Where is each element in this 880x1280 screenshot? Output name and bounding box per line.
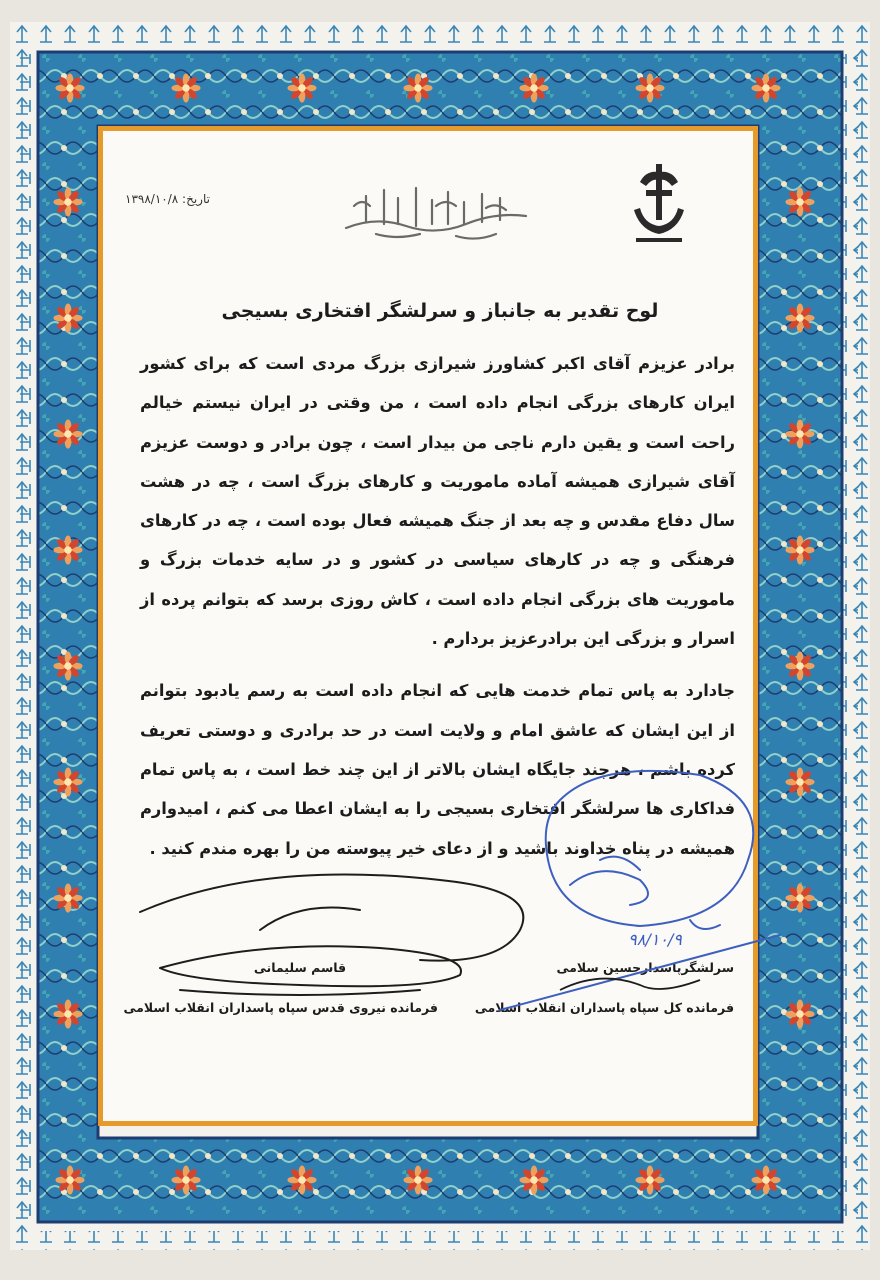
rosette-icon	[55, 1165, 84, 1194]
rosette-icon	[785, 419, 814, 448]
rosette-icon	[53, 187, 82, 216]
rosette-icon	[519, 1165, 548, 1194]
date-label: تاریخ:	[182, 192, 210, 206]
rosette-icon	[785, 651, 814, 680]
rosette-icon	[785, 883, 814, 912]
emblem-icon	[626, 160, 692, 246]
signer-left-title: فرمانده نیروی قدس سپاه پاسداران انقلاب اسلامی	[123, 1000, 438, 1015]
rosette-icon	[785, 187, 814, 216]
rosette-icon	[403, 73, 432, 102]
rosette-icon	[53, 999, 82, 1028]
rosette-icon	[403, 1165, 432, 1194]
certificate-title: لوح تقدیر به جانباز و سرلشگر افتخاری بسیجی	[221, 300, 659, 322]
rosette-icon	[53, 651, 82, 680]
rosette-icon	[53, 419, 82, 448]
rosette-icon	[53, 303, 82, 332]
paragraph: برادر عزیزم آقای اکبر کشاورز شیرازی بزرگ مردی است که برای کشور ایران کارهای بزرگی انجام داده است ، من وقتی در ایران نیستم خیالم راحت است و یقین دارم ناجی من بیدار است ، چون برادر و دوست عزیزم آقای شیرازی همیشه آماده ماموریت و کارهای بزرگ است ، چه در هشت سال دفاع مقدس و چه بعد از جنگ همیشه فعال بوده است ، چه در کارهای فرهنگی و چه در کارهای سیاسی در کشور و در سایه خدمات بزرگ و ماموریت های بزرگی انجام داده است ، کاش روزی برسد که بتوانم پرده از اسرار و بزرگی این برادرعزیز بردارم .	[140, 354, 735, 649]
rosette-icon	[287, 73, 316, 102]
rosette-icon	[635, 73, 664, 102]
signer-left-name: قاسم سلیمانی	[253, 960, 347, 975]
rosette-icon	[785, 999, 814, 1028]
date-line	[125, 192, 255, 206]
rosette-icon	[53, 767, 82, 796]
basmala-calligraphy	[336, 176, 536, 246]
rosette-icon	[55, 73, 84, 102]
handwritten-date: ۹۸/۱۰/۹	[628, 930, 682, 949]
certificate-body	[140, 344, 735, 868]
date-value: ۱۳۹۸/۱۰/۸	[125, 192, 179, 206]
rosette-icon	[53, 535, 82, 564]
rosette-icon	[287, 1165, 316, 1194]
rosette-icon	[635, 1165, 664, 1194]
rosette-icon	[171, 73, 200, 102]
rosette-icon	[751, 1165, 780, 1194]
paragraph: جادارد به پاس تمام خدمت هایی که انجام داده است به رسم یادبود بتوانم از این ایشان که عاشق امام و ولایت است در حد برادری و دوستی تعریف کرده باشم ، هرچند جایگاه ایشان بالاتر از این چند خط است ، به پاس تمام فداکاری ها سرلشگر افتخاری بسیجی را به ایشان اعطا می کنم ، امیدوارم همیشه در پناه خداوند باشید و از دعای خیر پیوسته من را بهره مندم کنید .	[140, 681, 735, 858]
signer-right-title: فرمانده کل سپاه پاسداران انقلاب اسلامی	[474, 1000, 734, 1015]
signer-right-rank: سرلشگرپاسدارحسین سلامی	[556, 960, 734, 975]
rosette-icon	[785, 303, 814, 332]
rosette-icon	[171, 1165, 200, 1194]
rosette-icon	[751, 73, 780, 102]
rosette-icon	[785, 767, 814, 796]
rosette-icon	[519, 73, 548, 102]
rosette-icon	[53, 883, 82, 912]
rosette-icon	[785, 535, 814, 564]
